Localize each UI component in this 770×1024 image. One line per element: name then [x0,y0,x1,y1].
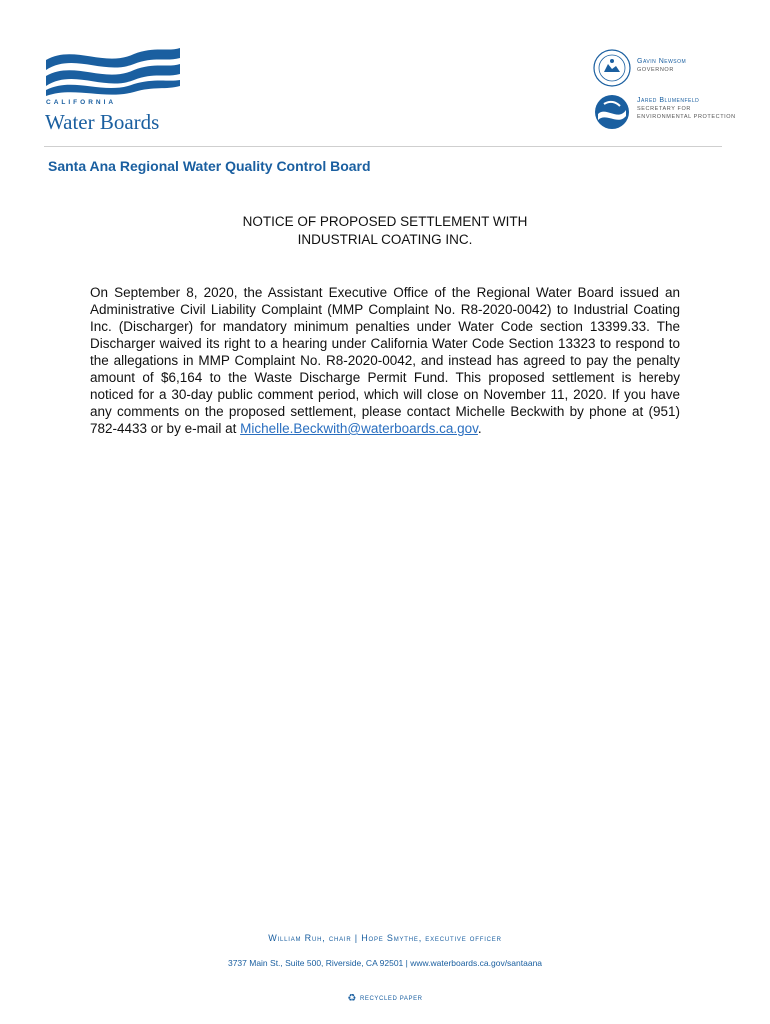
recycle-icon: ♻ [347,993,357,1004]
logo-state-text: CALIFORNIA [46,99,117,106]
logo-name-text: Water Boards [45,110,160,134]
secretary-block [637,97,736,121]
contact-email-link[interactable]: Michelle.Beckwith@waterboards.ca.gov [240,421,478,436]
notice-body [90,284,680,437]
footer-address: 3737 Main St., Suite 500, Riverside, CA 92501 | www.waterboards.ca.gov/santaana [227,958,543,968]
governor-title: GOVERNOR [637,67,674,73]
secretary-name: Jared Blumenfeld [637,97,700,104]
governor-block [637,58,686,74]
recycled-paper-text: RECYCLED PAPER [359,996,423,1003]
notice-title [90,213,680,249]
water-waves-icon [44,46,184,96]
notice-body-end: . [477,421,482,436]
secretary-title-line1: SECRETARY FOR [637,106,691,112]
secretary-title-line2: ENVIRONMENTAL PROTECTION [637,114,736,120]
state-seal-icon [592,48,632,88]
notice-body-text: On September 8, 2020, the Assistant Executive Office of the Regional Water Board issued an Administrative Civil Liability Complaint (MMP Complaint No. R8-2020-0042) to Industrial Coating Inc. (Discharger) for mandatory minimum penalties under Water Code section 13399.33. The Discharger waived its right to a hearing under California Water Code Section 13323 to respond to the allegations in MMP Complaint No. R8-2020-0042, and instead has agreed to pay the penalty amount of $6,164 to the Waste Discharge Permit Fund. This proposed settlement is hereby noticed for a 30-day public comment period, which will close on November 11, 2020. If you have any comments on the proposed settlement, please contact Michelle Beckwith by phone at (951) 782-4433 or by e-mail at [90,285,680,436]
recycled-paper-note [0,993,770,1004]
header-divider [44,146,722,147]
notice-title-line1: NOTICE OF PROPOSED SETTLEMENT WITH [242,214,528,229]
calepa-logo-icon [594,94,630,130]
notice-title-line2: INDUSTRIAL COATING INC. [297,232,473,247]
board-name: Santa Ana Regional Water Quality Control Board [48,158,371,174]
governor-name: Gavin Newsom [637,58,687,65]
footer-officers: William Ruh, chair | Hope Smythe, executive officer [268,933,502,943]
